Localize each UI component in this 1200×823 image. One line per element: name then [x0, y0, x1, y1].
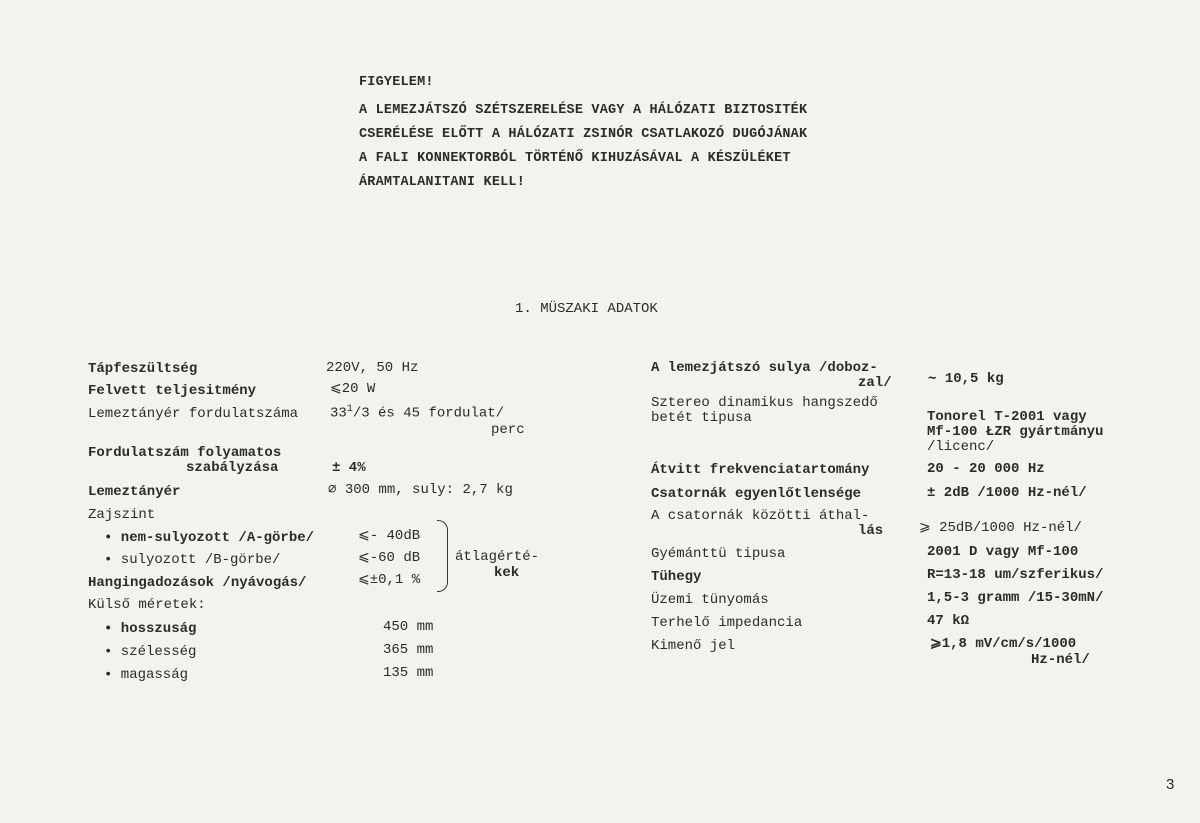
tracking-force-label: Üzemi tünyomás	[651, 592, 769, 608]
power-consumption-value: ⩽20 W	[330, 381, 376, 397]
impedance-value: 47 kΩ	[927, 613, 970, 629]
average-brace	[437, 520, 448, 592]
weight-value: ∼ 10,5 kg	[928, 371, 1004, 387]
freq-label: Átvitt frekvenciatartomány	[651, 462, 870, 478]
length-label: • hosszuság	[104, 621, 197, 637]
output-value-2: Hz-nél/	[1031, 652, 1090, 668]
freq-value: 20 - 20 000 Hz	[927, 461, 1045, 477]
balance-label: Csatornák egyenlőtlensége	[651, 486, 862, 502]
output-label: Kimenő jel	[651, 638, 736, 654]
width-value: 365 mm	[383, 642, 434, 658]
warning-line-3: A FALI KONNEKTORBÓL TÖRTÉNŐ KIHUZÁSÁVAL A KÉSZÜLÉKET	[359, 151, 791, 166]
power-supply-label: Tápfeszültség	[88, 361, 198, 377]
wow-value: ⩽±0,1 %	[358, 572, 421, 588]
length-value: 450 mm	[383, 619, 434, 635]
page-number: 3	[1166, 776, 1175, 793]
cartridge-value-3: /licenc/	[927, 439, 995, 455]
average-note-2: kek	[494, 565, 520, 581]
platter-value: ⌀ 300 mm, suly: 2,7 kg	[328, 482, 513, 498]
cartridge-label-2: betét tipusa	[651, 410, 752, 426]
wow-label: Hangingadozások /nyávogás/	[88, 575, 307, 591]
turntable-speed-unit: perc	[491, 422, 525, 438]
warning-line-2: CSERÉLÉSE ELŐTT A HÁLÓZATI ZSINÓR CSATLAKOZÓ DUGÓJÁNAK	[359, 127, 808, 142]
tracking-force-value: 1,5-3 gramm /15-30mN/	[927, 590, 1104, 606]
weight-label-1: A lemezjátszó sulya /doboz-	[651, 360, 878, 376]
stylus-type-value: 2001 D vagy Mf-100	[927, 544, 1079, 560]
dimensions-label: Külső méretek:	[88, 597, 206, 613]
turntable-speed-value: $33^1/3$ és 45 fordulat/	[330, 404, 505, 422]
power-supply-value: 220V, 50 Hz	[326, 360, 419, 376]
cartridge-value-2: Mf-100 ŁZR gyártmányu	[927, 424, 1104, 440]
tip-value: R=13-18 um/szferikus/	[927, 567, 1104, 583]
noise-label: Zajszint	[88, 507, 156, 523]
height-value: 135 mm	[383, 665, 434, 681]
noise-a-value: ⩽- 40dB	[358, 528, 421, 544]
impedance-label: Terhelő impedancia	[651, 615, 803, 631]
cartridge-value-1: Tonorel T-2001 vagy	[927, 409, 1087, 425]
speed-control-label-1: Fordulatszám folyamatos	[88, 445, 282, 461]
power-consumption-label: Felvett teljesitmény	[88, 383, 257, 399]
noise-b-value: ⩽-60 dB	[358, 550, 421, 566]
noise-b-label: • sulyozott /B-görbe/	[104, 552, 281, 568]
speed-control-value: ± 4%	[332, 460, 366, 476]
crosstalk-value: ⩾ 25dB/1000 Hz-nél/	[919, 520, 1082, 536]
turntable-speed-label: Lemeztányér fordulatszáma	[88, 406, 299, 422]
tip-label: Tühegy	[651, 569, 702, 585]
cartridge-label-1: Sztereo dinamikus hangszedő	[651, 395, 878, 411]
balance-value: ± 2dB /1000 Hz-nél/	[927, 485, 1087, 501]
width-label: • szélesség	[104, 644, 197, 660]
output-value-1: ⩾1,8 mV/cm/s/1000	[930, 636, 1077, 652]
crosstalk-label-2: lás	[858, 523, 884, 539]
noise-a-label: • nem-sulyozott /A-görbe/	[104, 530, 315, 546]
average-note-1: átlagérté-	[455, 549, 540, 565]
section-title: 1. MÜSZAKI ADATOK	[515, 301, 658, 317]
weight-label-2: zal/	[858, 375, 892, 391]
height-label: • magasság	[104, 667, 189, 683]
warning-heading: FIGYELEM!	[359, 75, 434, 90]
stylus-type-label: Gyémánttü tipusa	[651, 546, 786, 562]
platter-label: Lemeztányér	[88, 484, 181, 500]
warning-line-4: ÁRAMTALANITANI KELL!	[359, 175, 526, 190]
crosstalk-label-1: A csatornák közötti áthal-	[651, 508, 870, 524]
speed-control-label-2: szabályzása	[186, 460, 279, 476]
warning-line-1: A LEMEZJÁTSZÓ SZÉTSZERELÉSE VAGY A HÁLÓZATI BIZTOSITÉK	[359, 103, 808, 118]
